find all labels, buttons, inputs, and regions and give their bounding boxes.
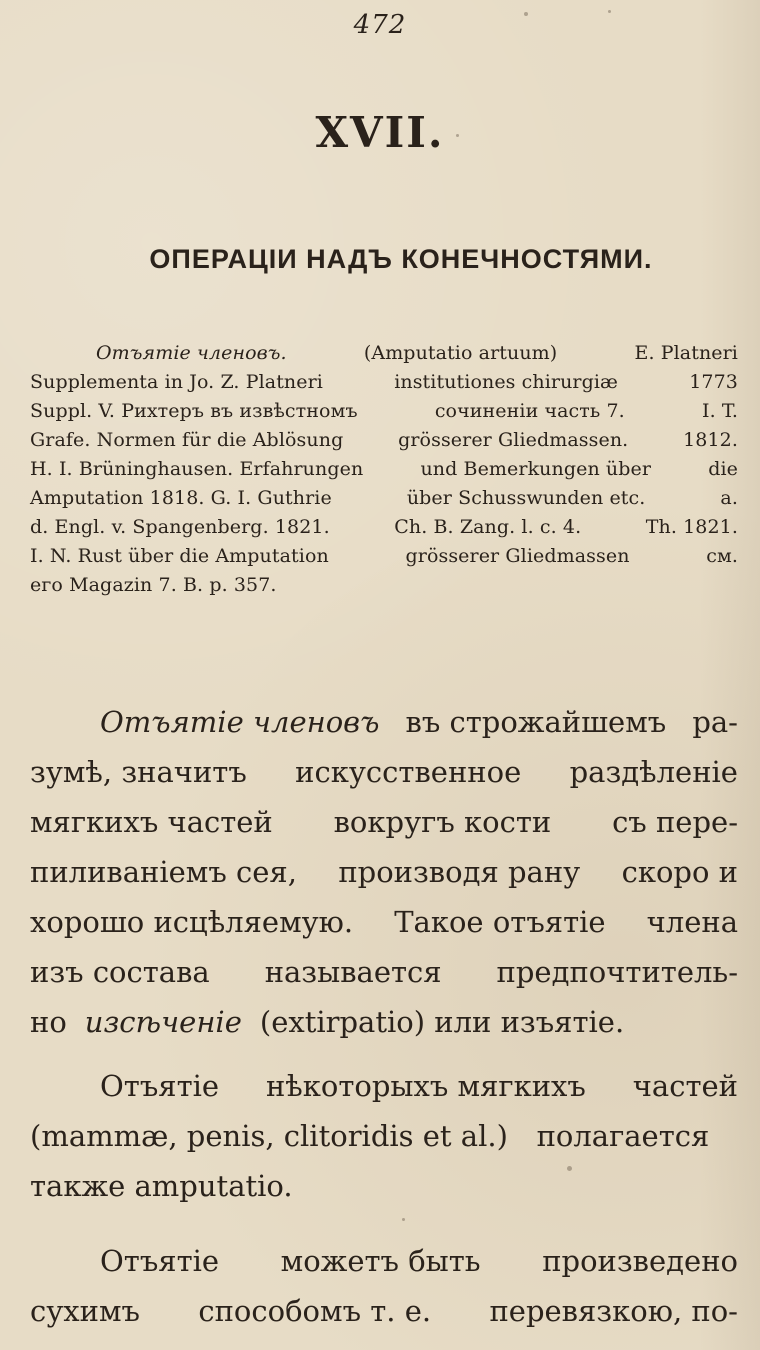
paragraph-line	[30, 1286, 738, 1336]
chapter-title: ОПЕРАЦІИ НАДЪ КОНЕЧНОСТЯМИ.	[149, 244, 653, 274]
bibliography-fragment: I. N. Rust über die Amputation	[30, 545, 329, 567]
bibliography-line	[30, 455, 738, 484]
paragraph-fragment: раздѣленіе	[569, 755, 738, 789]
paragraph-line	[30, 997, 738, 1047]
paragraph-fragment: въ строжайшемъ	[405, 705, 667, 739]
paragraph-fragment: полагается	[536, 1119, 710, 1153]
paragraph-fragment: перевязкою, по-	[489, 1294, 738, 1328]
paragraph-fragment: способомъ т. е.	[198, 1294, 432, 1328]
chapter-number: XVII.	[315, 108, 445, 157]
paragraph-fragment: предпочтитель-	[496, 955, 738, 989]
bibliography-line	[30, 484, 738, 513]
paragraph-line	[30, 897, 738, 947]
bibliography-fragment: d. Engl. v. Spangenberg. 1821.	[30, 516, 330, 538]
bibliography-fragment: 1773	[689, 371, 738, 393]
paragraph-line	[30, 1061, 738, 1111]
bibliography-line	[30, 397, 738, 426]
bibliography-fragment: E. Platneri	[634, 342, 738, 364]
page-number: 472	[353, 10, 407, 40]
paragraph-soft-parts	[30, 1061, 738, 1211]
bibliography-line	[30, 513, 738, 542]
paragraph-line	[30, 1111, 738, 1161]
paragraph-fragment: скоро и	[621, 855, 738, 889]
bibliography-fragment: Amputation 1818. G. I. Guthrie	[30, 487, 332, 509]
bibliography-line	[30, 571, 738, 600]
paragraph-fragment: хорошо исцѣляемую.	[30, 905, 354, 939]
bibliography-fragment: Grafe. Normen für die Ablösung	[30, 429, 344, 451]
paragraph-fragment: вокругъ кости	[333, 805, 552, 839]
bibliography-fragment: die	[708, 458, 738, 480]
paragraph-line	[30, 1161, 738, 1211]
paragraph-fragment: производя рану	[338, 855, 581, 889]
bibliography-fragment: H. I. Brüninghausen. Erfahrungen	[30, 458, 364, 480]
paragraph-fragment: (extirpatio) или изъятіе.	[259, 1005, 625, 1039]
paragraph-fragment: частей	[632, 1069, 738, 1103]
defined-term: Отъятіе членовъ	[100, 705, 380, 739]
paragraph-fragment: члена	[646, 905, 738, 939]
bibliography-block	[30, 339, 738, 600]
paragraph-fragment: съ пере-	[612, 805, 738, 839]
paragraph-fragment: ра-	[692, 705, 738, 739]
paragraph-line	[30, 947, 738, 997]
paragraph-fragment: Такое отъятіе	[394, 905, 606, 939]
paragraph-fragment: мягкихъ частей	[30, 805, 273, 839]
paragraph-fragment: называется	[264, 955, 442, 989]
paragraph-fragment: пиливаніемъ сея,	[30, 855, 297, 889]
bibliography-fragment: его Magazin 7. B. p. 357.	[30, 574, 277, 596]
paragraph-line	[30, 1236, 738, 1286]
paragraph-line	[30, 747, 738, 797]
paragraph-definition	[30, 697, 738, 1047]
bibliography-term: Отъятіе членовъ.	[96, 342, 287, 364]
paragraph-fragment: произведено	[542, 1244, 738, 1278]
paragraph-fragment: Отъятіе	[100, 1069, 220, 1103]
bibliography-fragment: 1812.	[683, 429, 738, 451]
paragraph-line	[30, 697, 738, 747]
bibliography-fragment: institutiones chirurgiæ	[394, 371, 619, 393]
bibliography-fragment: a.	[720, 487, 738, 509]
bibliography-fragment: Th. 1821.	[645, 516, 738, 538]
paragraph-dry-method	[30, 1236, 738, 1336]
bibliography-line	[30, 368, 738, 397]
paper-speck	[402, 1218, 405, 1221]
defined-term: изсѣченіе	[84, 1005, 242, 1039]
bibliography-line	[30, 339, 738, 368]
bibliography-fragment: (Amputatio artuum)	[363, 342, 558, 364]
paragraph-fragment: сухимъ	[30, 1294, 140, 1328]
bibliography-fragment: grösserer Gliedmassen	[405, 545, 630, 567]
bibliography-fragment: Ch. B. Zang. l. c. 4.	[394, 516, 582, 538]
bibliography-fragment: I. T.	[701, 400, 738, 422]
bibliography-fragment: сочиненіи часть 7.	[434, 400, 625, 422]
bibliography-fragment: Suppl. V. Рихтеръ въ извѣстномъ	[30, 400, 358, 422]
paragraph-fragment: изъ состава	[30, 955, 210, 989]
paragraph-fragment: (mammæ, penis, clitoridis et al.)	[30, 1119, 508, 1153]
paragraph-line	[30, 847, 738, 897]
paragraph-fragment: зумѣ, значитъ	[30, 755, 247, 789]
bibliography-line	[30, 426, 738, 455]
paragraph-line	[30, 797, 738, 847]
bibliography-fragment: grösserer Gliedmassen.	[398, 429, 629, 451]
paragraph-fragment: Отъятіе	[100, 1244, 220, 1278]
paragraph-fragment: также amputatio.	[30, 1169, 293, 1203]
bibliography-fragment: см.	[706, 545, 738, 567]
paragraph-fragment: искусственное	[295, 755, 522, 789]
bibliography-fragment: und Bemerkungen über	[420, 458, 652, 480]
paragraph-fragment: но	[30, 1005, 67, 1039]
bibliography-fragment: über Schusswunden etc.	[406, 487, 646, 509]
bibliography-fragment: Supplementa in Jo. Z. Platneri	[30, 371, 323, 393]
bibliography-line	[30, 542, 738, 571]
paragraph-fragment: нѣкоторыхъ мягкихъ	[265, 1069, 586, 1103]
paragraph-fragment: можетъ быть	[280, 1244, 481, 1278]
